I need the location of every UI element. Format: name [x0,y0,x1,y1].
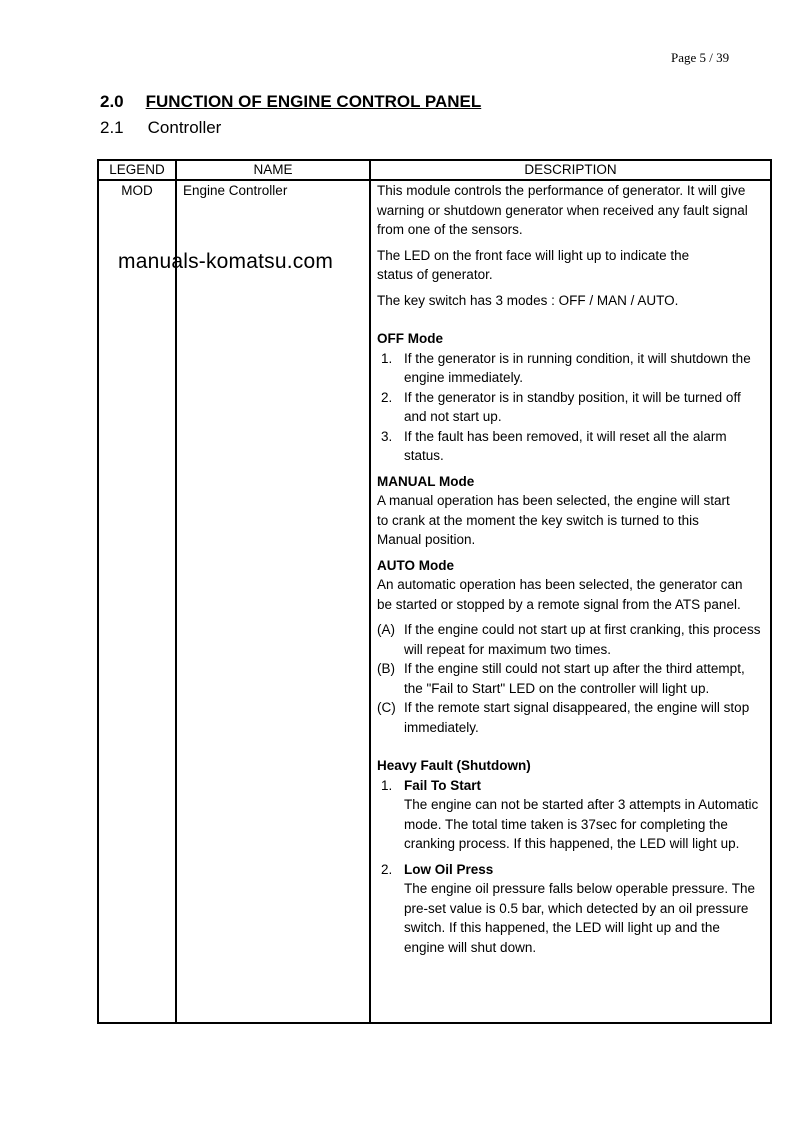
subsection-title: Controller [147,118,222,137]
off-mode-title: OFF Mode [377,331,443,346]
manual-mode-text: A manual operation has been selected, the engine will start to crank at the moment the key switch is turned to this Manual position. [377,493,730,547]
page-number: Page 5 / 39 [671,50,730,65]
legend-cell: MOD [98,180,176,1023]
header-name: NAME [176,160,370,180]
item-text: If the fault has been removed, it will reset all the alarm status. [404,428,727,463]
description-cell [370,180,771,1023]
item-text: If the engine still could not start up after the third attempt, the "Fail to Start" LED on the controller will light up. [404,661,745,696]
item-number: 2. [381,861,393,877]
header-legend: LEGEND [98,160,176,180]
header-description: DESCRIPTION [370,160,771,180]
item-number: 1. [381,350,393,366]
section-title: FUNCTION OF ENGINE CONTROL PANEL [145,92,482,111]
item-title: Fail To Start [404,777,482,793]
watermark: manuals-komatsu.com [118,250,334,273]
table-row [98,180,771,1023]
list-item [377,349,764,388]
table-header-row [98,160,771,180]
list-item [377,776,764,854]
controller-table [97,159,772,1024]
item-number: 2. [381,389,393,405]
item-number: 3. [381,428,393,444]
item-text: The engine oil pressure falls below operable pressure. The pre-set value is 0.5 bar, which detected by an oil pressure switch. If this happened, the LED will light up and the engine will shut down. [404,881,755,955]
intro-paragraph: The key switch has 3 modes : OFF / MAN / AUTO. [377,292,679,308]
item-text: If the generator is in running condition, it will shutdown the engine immediately. [404,350,751,385]
item-number: (C) [377,700,396,715]
name-cell: Engine Controller [176,180,370,1023]
list-item [377,388,764,427]
list-item [377,698,764,737]
intro-paragraph: The LED on the front face will light up to indicate the status of generator. [377,247,690,282]
item-text: If the generator is in standby position, it will be turned off and not start up. [404,389,741,424]
section-heading [100,92,481,112]
item-text: The engine can not be started after 3 attempts in Automatic mode. The total time taken is 37sec for completing the cranking process. If this happened, the LED will light up. [404,797,759,851]
heavy-fault-title: Heavy Fault (Shutdown) [377,758,531,773]
subsection-number: 2.1 [100,118,124,137]
item-number: (A) [377,622,395,637]
list-item [377,860,764,958]
intro-paragraph: This module controls the performance of generator. It will give warning or shutdown generator when received any fault signal from one of the sensors. [377,183,748,237]
list-item [377,427,764,466]
item-number: (B) [377,661,395,676]
item-text: If the engine could not start up at first cranking, this process will repeat for maximum two times. [404,622,761,657]
item-number: 1. [381,777,393,793]
auto-mode-title: AUTO Mode [377,557,454,573]
auto-mode-text: An automatic operation has been selected, the generator can be started or stopped by a remote signal from the ATS panel. [377,577,743,612]
manual-mode-title: MANUAL Mode [377,473,475,489]
list-item [377,620,764,659]
item-title: Low Oil Press [404,861,494,877]
subsection-heading [100,118,221,138]
item-text: If the remote start signal disappeared, the engine will stop immediately. [404,700,750,735]
list-item [377,659,764,698]
section-number: 2.0 [100,92,124,111]
